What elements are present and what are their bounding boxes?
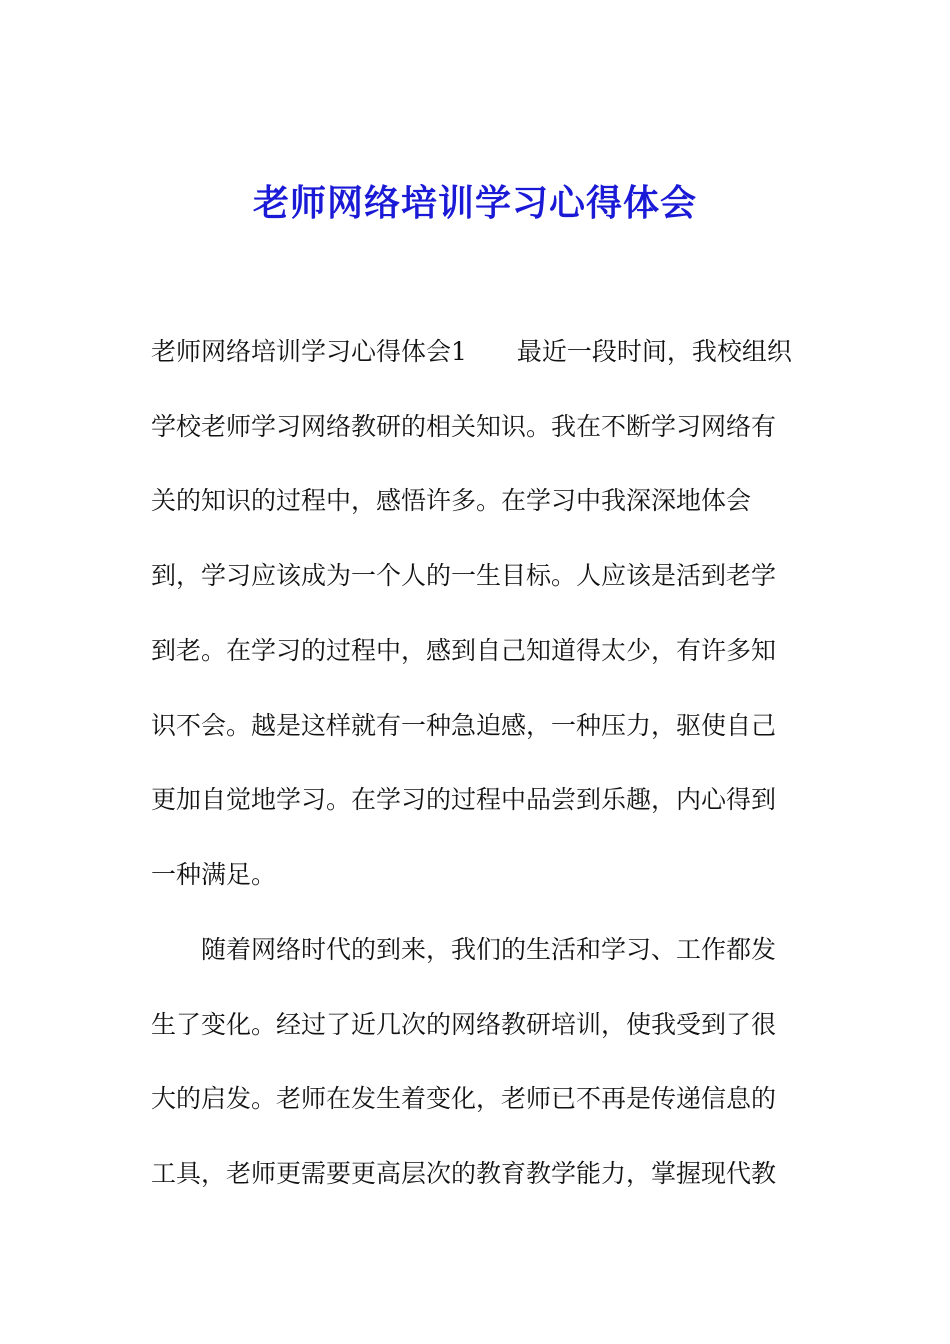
body-line: 到，学习应该成为一个人的一生目标。人应该是活到老学 bbox=[151, 561, 777, 590]
body-line: 老师网络培训学习心得体会1 最近一段时间，我校组织 bbox=[151, 337, 792, 366]
document-title: 老师网络培训学习心得体会 bbox=[252, 182, 697, 224]
body-line: 工具，老师更需要更高层次的教育教学能力，掌握现代教 bbox=[151, 1159, 777, 1188]
body-line: 关的知识的过程中，感悟许多。在学习中我深深地体会 bbox=[151, 486, 752, 515]
body-line: 随着网络时代的到来，我们的生活和学习、工作都发 bbox=[151, 935, 777, 964]
body-line: 大的启发。老师在发生着变化，老师已不再是传递信息的 bbox=[151, 1084, 777, 1113]
body-line: 更加自觉地学习。在学习的过程中品尝到乐趣，内心得到 bbox=[151, 785, 777, 814]
body-line: 学校老师学习网络教研的相关知识。我在不断学习网络有 bbox=[151, 412, 777, 441]
body-line: 一种满足。 bbox=[151, 860, 277, 889]
body-line: 识不会。越是这样就有一种急迫感，一种压力，驱使自己 bbox=[151, 711, 777, 740]
body-line: 到老。在学习的过程中，感到自己知道得太少，有许多知 bbox=[151, 636, 777, 665]
body-line: 生了变化。经过了近几次的网络教研培训，使我受到了很 bbox=[151, 1010, 777, 1039]
